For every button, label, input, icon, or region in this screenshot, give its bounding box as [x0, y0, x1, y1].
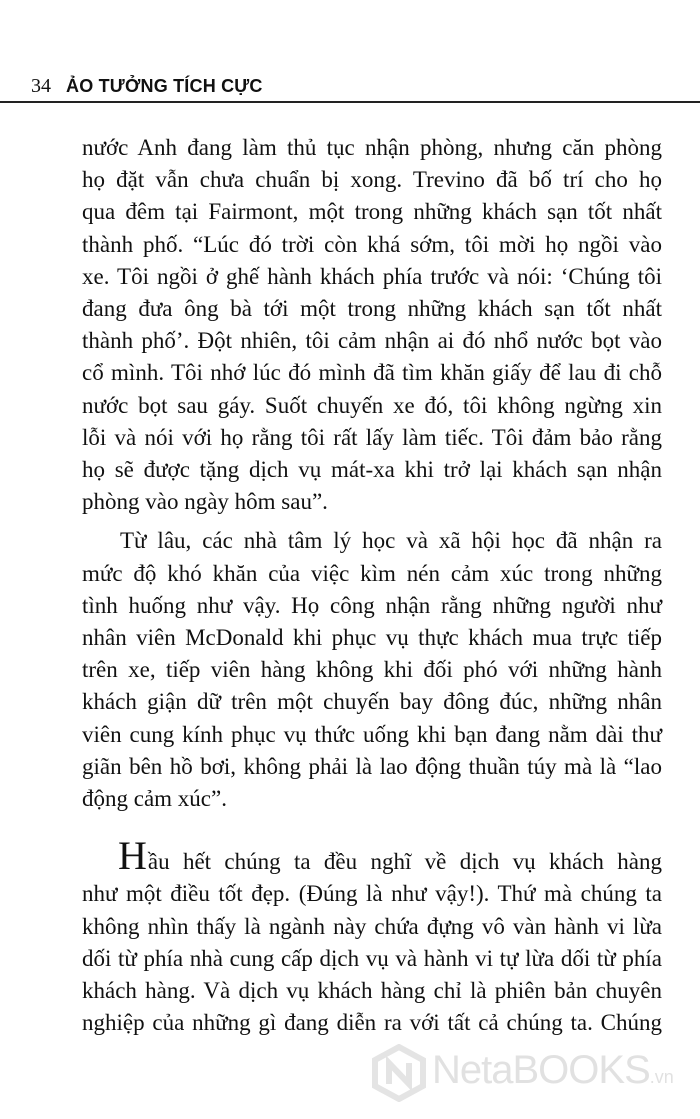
paragraph-1: [82, 132, 662, 518]
text-line: khách hàng. Và dịch vụ khách hàng chỉ là phiên bản chuyên: [82, 978, 662, 1004]
text-line: họ đặt vẫn chưa chuẩn bị xong. Trevino đã bố trí cho họ: [82, 167, 662, 193]
text-line: dối từ phía nhà cung cấp dịch vụ và hành vi tự lừa dối từ phía: [82, 945, 662, 971]
page-number: 34: [31, 75, 51, 97]
book-title: ẢO TƯỞNG TÍCH CỰC: [66, 76, 263, 96]
text-line: trên xe, tiếp viên hàng không khi đối phó với những hành: [82, 657, 662, 683]
text-line: khách giận dữ trên một chuyến bay đông đúc, những nhân: [82, 689, 662, 715]
text-line: mức độ khó khăn của việc kìm nén cảm xúc trong những: [82, 560, 662, 586]
text-line: lỗi và nói với họ rằng tôi rất lấy làm tiếc. Tôi đảm bảo rằng: [82, 424, 662, 450]
text-line: phòng vào ngày hôm sau”.: [82, 489, 328, 515]
neta-logo-icon: [370, 1044, 428, 1102]
text-line: như một điều tốt đẹp. (Đúng là như vậy!). Thứ mà chúng ta: [82, 881, 662, 907]
text-line: cổ mình. Tôi nhớ lúc đó mình đã tìm khăn giấy để lau đi chỗ: [82, 360, 662, 386]
running-head: [31, 72, 700, 100]
text-line: qua đêm tại Fairmont, một trong những khách sạn tốt nhất: [82, 199, 662, 225]
text-line: Từ lâu, các nhà tâm lý học và xã hội học đã nhận ra: [120, 528, 662, 554]
section-paragraph: [82, 833, 662, 1039]
text-line: thành phố’. Đột nhiên, tôi cảm nhận ai đó nhổ nước bọt vào: [82, 328, 662, 354]
first-line-rest: ầu hết chúng ta đều nghĩ về dịch vụ khách hàng: [147, 849, 662, 875]
paragraph-2: [82, 525, 662, 815]
text-line-first: [82, 833, 662, 879]
text-line: tình huống như vậy. Họ công nhận rằng những người như: [82, 592, 662, 618]
watermark: [370, 1036, 690, 1106]
text-line: nghiệp của những gì đang diễn ra với tất cả chúng ta. Chúng: [82, 1010, 662, 1036]
text-line: không nhìn thấy là ngành này chứa đựng vô vàn hành vi lừa: [82, 913, 662, 939]
text-line: giãn bên hồ bơi, không phải là lao động thuần túy mà là “lao: [82, 753, 662, 779]
text-line: xe. Tôi ngồi ở ghế hành khách phía trước và nói: ‘Chúng tôi: [82, 263, 662, 289]
text-line: nhân viên McDonald khi phục vụ thực khách mua trực tiếp: [82, 625, 662, 651]
watermark-suffix: .vn: [649, 1067, 674, 1087]
text-line: thành phố. “Lúc đó trời còn khá sớm, tôi mời họ ngồi vào: [82, 231, 662, 257]
text-line: đang đưa ông bà tới một trong những khách sạn tốt nhất: [82, 296, 662, 322]
section-gap: [82, 815, 662, 841]
watermark-brand: NetaBOOKS: [432, 1048, 650, 1092]
text-line: động cảm xúc”.: [82, 786, 227, 812]
watermark-text: [432, 1048, 674, 1093]
drop-cap: H: [118, 833, 147, 879]
page-body: [82, 132, 662, 1039]
text-line: họ sẽ được tặng dịch vụ mát-xa khi trở lại khách sạn nhận: [82, 457, 662, 483]
paragraph-gap: [82, 518, 662, 525]
text-line: nước bọt sau gáy. Suốt chuyến xe đó, tôi không ngừng xin: [82, 392, 662, 418]
text-line: viên cung kính phục vụ thức uống khi bạn đang nằm dài thư: [82, 721, 662, 747]
text-line: nước Anh đang làm thủ tục nhận phòng, nhưng căn phòng: [82, 135, 662, 160]
header-rule: [0, 101, 700, 103]
